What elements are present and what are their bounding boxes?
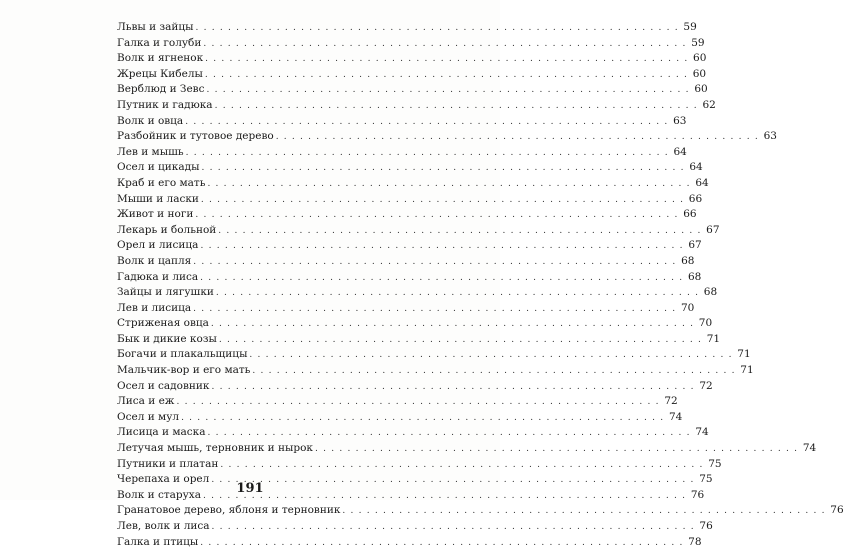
toc-entry-page: 74 bbox=[668, 410, 683, 423]
dot-leader bbox=[185, 115, 668, 131]
toc-entry-title: Гранатовое дерево, яблоня и терновник bbox=[117, 504, 341, 517]
dot-leader bbox=[200, 239, 683, 255]
toc-entry-page: 64 bbox=[695, 176, 709, 189]
toc-entry-title: Путники и платан bbox=[117, 457, 219, 470]
dot-leader bbox=[193, 255, 676, 271]
toc-entry-title: Лисица и маска bbox=[117, 426, 206, 439]
toc-entry-page: 67 bbox=[706, 223, 720, 236]
toc-entry bbox=[117, 223, 720, 239]
toc-entry bbox=[117, 363, 754, 379]
toc-entry-title: Волк и ягненок bbox=[117, 52, 204, 65]
toc-entry-title: Путник и гадюка bbox=[117, 98, 213, 111]
toc-entry bbox=[117, 254, 695, 270]
toc-entry bbox=[117, 347, 751, 363]
toc-entry-page: 71 bbox=[737, 348, 751, 361]
toc-entry-page: 66 bbox=[688, 192, 703, 205]
dot-leader bbox=[249, 348, 732, 364]
toc-entry-page: 68 bbox=[688, 270, 702, 283]
toc-entry bbox=[117, 160, 703, 176]
toc-entry bbox=[117, 441, 817, 457]
toc-entry-title: Бык и дикие козы bbox=[117, 332, 217, 345]
dot-leader bbox=[186, 146, 669, 162]
toc-entry-page: 60 bbox=[693, 52, 707, 65]
toc-entry-page: 71 bbox=[740, 364, 754, 377]
dot-leader bbox=[196, 21, 679, 37]
toc-entry-page: 76 bbox=[699, 520, 713, 532]
toc-entry-page: 62 bbox=[702, 98, 716, 111]
toc-entry-title: Осел и мул bbox=[117, 410, 180, 423]
toc-entry-page: 68 bbox=[681, 254, 695, 267]
dot-leader bbox=[252, 364, 735, 380]
toc-entry-page: 72 bbox=[664, 395, 678, 408]
toc-entry bbox=[117, 425, 709, 441]
toc-entry bbox=[117, 67, 707, 83]
toc-entry bbox=[117, 519, 713, 535]
dot-leader bbox=[211, 380, 694, 396]
toc-entry bbox=[117, 332, 721, 348]
toc-entry-title: Галка и голуби bbox=[117, 36, 202, 49]
toc-entry bbox=[117, 20, 697, 36]
toc-entry-title: Мыши и ласки bbox=[117, 192, 199, 205]
dot-leader bbox=[201, 161, 684, 177]
toc-entry-page: 64 bbox=[689, 161, 703, 174]
toc-entry-page: 74 bbox=[695, 426, 709, 439]
dot-leader bbox=[315, 442, 798, 458]
toc-entry-title: Краб и его мать bbox=[117, 176, 206, 189]
toc-entry bbox=[117, 457, 722, 473]
dot-leader bbox=[201, 193, 684, 209]
toc-entry-page: 70 bbox=[681, 301, 695, 314]
toc-entry bbox=[117, 410, 683, 426]
toc-entry bbox=[117, 270, 702, 286]
toc-entry-title: Волк и овца bbox=[117, 114, 184, 127]
toc-entry-title: Гадюка и лиса bbox=[117, 270, 199, 283]
toc-entry-title: Черепаха и орел bbox=[117, 473, 210, 486]
toc-entry-title: Лев и лисица bbox=[117, 301, 192, 314]
toc-entry-title: Волк и старуха bbox=[117, 488, 201, 501]
toc-entry-page: 63 bbox=[673, 114, 687, 127]
toc-entry bbox=[117, 301, 695, 317]
dot-leader bbox=[211, 317, 694, 333]
toc-entry bbox=[117, 535, 702, 551]
toc-entry-title: Орел и лисица bbox=[117, 239, 199, 252]
toc-entry-title: Лекарь и больной bbox=[117, 223, 217, 236]
toc-entry bbox=[117, 316, 713, 332]
dot-leader bbox=[205, 52, 688, 68]
toc-entry-page: 59 bbox=[691, 36, 705, 49]
toc-entry-title: Лев, волк и лиса bbox=[117, 520, 210, 532]
toc-entry bbox=[117, 114, 687, 130]
toc-entry bbox=[117, 98, 716, 114]
dot-leader bbox=[215, 99, 698, 115]
toc-entry bbox=[117, 129, 777, 145]
toc-entry bbox=[117, 51, 707, 67]
toc-entry-page: 71 bbox=[706, 332, 721, 345]
dot-leader bbox=[212, 520, 695, 536]
toc-entry bbox=[117, 36, 705, 52]
toc-entry-title: Львы и зайцы bbox=[117, 21, 194, 33]
toc-entry bbox=[117, 192, 703, 208]
page-number: 191 bbox=[236, 481, 264, 496]
dot-leader bbox=[205, 68, 688, 84]
toc-entry-page: 70 bbox=[698, 317, 713, 330]
toc-entry bbox=[117, 82, 708, 98]
dot-leader bbox=[218, 224, 701, 240]
toc-entry-title: Богачи и плакальщицы bbox=[117, 348, 248, 361]
toc-entry-title: Лев и мышь bbox=[117, 145, 184, 158]
toc-entry bbox=[117, 503, 844, 519]
dot-leader bbox=[193, 302, 676, 318]
toc-entry-page: 60 bbox=[692, 67, 707, 80]
toc-entry bbox=[117, 176, 709, 192]
dot-leader bbox=[200, 536, 683, 551]
toc-entry-title: Осел и цикады bbox=[117, 161, 200, 174]
dot-leader bbox=[276, 130, 759, 146]
dot-leader bbox=[206, 83, 689, 99]
toc-entry-title: Лиса и еж bbox=[117, 395, 175, 408]
table-of-contents bbox=[117, 20, 844, 550]
dot-leader bbox=[207, 177, 690, 193]
toc-entry-page: 74 bbox=[802, 442, 817, 455]
dot-leader bbox=[219, 333, 702, 349]
toc-entry bbox=[117, 145, 687, 161]
dot-leader bbox=[176, 395, 659, 411]
dot-leader bbox=[220, 458, 703, 474]
toc-entry-page: 59 bbox=[683, 21, 697, 33]
dot-leader bbox=[203, 37, 686, 53]
toc-entry-title: Осел и садовник bbox=[117, 379, 210, 392]
dot-leader bbox=[216, 286, 699, 302]
toc-entry-page: 68 bbox=[703, 286, 718, 299]
toc-entry-title: Разбойник и тутовое дерево bbox=[117, 130, 274, 143]
toc-entry-page: 72 bbox=[699, 379, 713, 392]
toc-entry-page: 75 bbox=[699, 473, 713, 486]
toc-entry-title: Жрецы Кибелы bbox=[117, 67, 203, 80]
toc-entry-page: 63 bbox=[763, 130, 777, 143]
dot-leader bbox=[181, 411, 664, 427]
toc-entry-page: 76 bbox=[830, 504, 844, 517]
toc-entry-page: 60 bbox=[694, 83, 708, 96]
toc-entry-page: 66 bbox=[683, 208, 697, 221]
dot-leader bbox=[342, 504, 825, 520]
toc-entry bbox=[117, 207, 697, 223]
toc-entry-title: Зайцы и лягушки bbox=[117, 286, 214, 299]
dot-leader bbox=[195, 208, 678, 224]
toc-entry-title: Галка и птицы bbox=[117, 535, 199, 548]
toc-entry-page: 67 bbox=[688, 239, 702, 252]
toc-entry-title: Мальчик-вор и его мать bbox=[117, 364, 251, 377]
toc-entry-title: Живот и ноги bbox=[117, 208, 194, 221]
toc-entry bbox=[117, 394, 678, 410]
toc-entry-title: Летучая мышь, терновник и нырок bbox=[117, 442, 313, 455]
toc-entry-page: 78 bbox=[688, 535, 702, 548]
dot-leader bbox=[207, 426, 690, 442]
dot-leader bbox=[200, 271, 683, 287]
toc-entry-title: Стриженая овца bbox=[117, 317, 209, 330]
toc-entry-page: 75 bbox=[708, 457, 722, 470]
toc-entry bbox=[117, 238, 702, 254]
toc-entry bbox=[117, 285, 718, 301]
toc-entry-page: 76 bbox=[690, 488, 705, 501]
toc-entry-title: Волк и цапля bbox=[117, 254, 192, 267]
toc-entry bbox=[117, 379, 713, 395]
toc-entry-title: Верблюд и Зевс bbox=[117, 83, 205, 96]
toc-entry-page: 64 bbox=[673, 145, 687, 158]
